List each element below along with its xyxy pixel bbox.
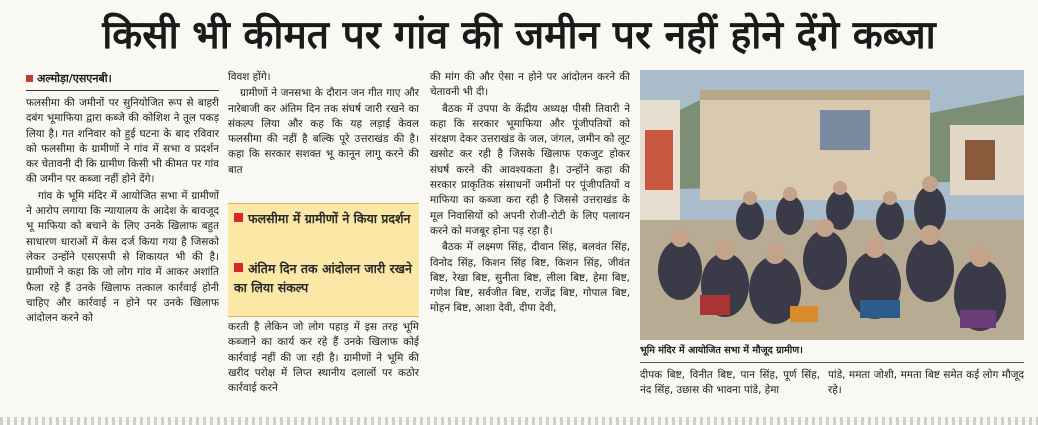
photo-illustration: [640, 70, 1024, 340]
highlight-bullet: [234, 213, 243, 222]
paragraph: बैठक में लक्ष्मण सिंह, दीवान सिंह, बलवंत सिंह, विनोद सिंह, किशन सिंह बिष्ट, किशन सिंह, जीवंत बिष्ट, रेखा बिष्ट, सुनीता बिष्ट, लीला बिष्ट, हेमा बिष्ट, गणेश बिष्ट, सर्वजीत बिष्ट, राजेंद्र बिष्ट, गोपाल बिष्ट, मोहन बिष्ट, आशा देवी, दीपा देवी,: [430, 241, 630, 315]
paragraph: गांव के भूमि मंदिर में आयोजित सभा में ग्रामीणों ने आरोप लगाया कि न्यायालय के आदेश के बावजूद भू माफिया को बचाने के लिए उनके खिलाफ बहुत साधारण धाराओं में केस दर्ज किया गया है जिसको लेकर उन्होंने एसएसपी से शिकायत भी की है। ग्रामीणों ने कहा कि जो लोग गांव में आकर अशांति फैला रहे हैं उनके खिलाफ तत्काल कार्रवाई होनी चाहिए और कार्रवाई न होने पर उनके खिलाफ आंदोलन करने को: [26, 189, 219, 325]
column-2-top: [228, 70, 419, 202]
photo-caption: भूमि मंदिर में आयोजित सभा में मौजूद ग्रामीण।: [640, 345, 803, 356]
column-4-right: [828, 368, 1024, 418]
column-1: [26, 96, 219, 418]
dateline-text: अल्मोड़ा/एसएनबी।: [37, 72, 112, 85]
paragraph: पांडे, ममता जोशी, ममता बिष्ट समेत कई लोग मौजूद रहे।: [828, 369, 1024, 397]
highlight-text: अंतिम दिन तक आंदोलन जारी रखने का लिया संकल्प: [234, 261, 412, 295]
paragraph: फलसीमा की जमीनों पर सुनियोजित रूप से बाहरी दबंग भूमाफिया द्वारा कब्जे की कोशिश ने तूल पकड़ लिया है। गत शनिवार को हुई घटना के बाद रविवार को फलसीमा के ग्रामीणों ने गांव में सभा व प्रदर्शन कर चेतावनी दी कि ग्रामीण किसी भी कीमत पर गांव की जमीन पर कब्जा नहीं होने देंगे।: [26, 97, 219, 186]
bottom-strip: [0, 417, 1038, 425]
highlight-box: [228, 203, 419, 317]
dateline-rule: [26, 90, 219, 91]
paragraph: ग्रामीणों ने जनसभा के दौरान जन गीत गाए और नारेबाजी कर अंतिम दिन तक संघर्ष जारी रखने का संकल्प लिया और कह कि यह लड़ाई केवल फलसीमा की नहीं है बल्कि पूरे उत्तराखंड की है। कहा कि सरकार सशक्त भू कानून लागू करने की बात: [228, 87, 419, 176]
highlight-text: फलसीमा में ग्रामीणों ने किया प्रदर्शन: [248, 211, 411, 226]
paragraph: बैठक में उपपा के केंद्रीय अध्यक्ष पीसी तिवारी ने कहा कि सरकार भूमाफिया और पूंजीपतियों को संरक्षण देकर उत्तराखंड के जल, जंगल, जमीन को लूट खसोट कर रही है जिसके खिलाफ एकजुट होकर संघर्ष करने की आवश्यकता है। उन्होंने कहा की सरकार प्राकृतिक संसाधनों जमीनों पर पूंजीपतियों व माफिया का कब्जा करा रही है जिससे उत्तराखंड के मूल निवासियों को अपनी रोजी-रोटी के लिए पलायन करने को मजबूर होना पड़ रहा है।: [430, 102, 630, 237]
paragraph: की मांग की और ऐसा न होने पर आंदोलन करने की चेतावनी भी दी।: [430, 71, 630, 99]
paragraph: करती है लेकिन जो लोग पहाड़ में इस तरह भूमि कब्जाने का कार्य कर रहे हैं उनके खिलाफ कोई कार्रवाई नहीं की जा रही है। ग्रामीणों ने भूमि की खरीद परोक्ष में लिप्त स्थानीय दलालों पर कठोर कार्रवाई करने: [228, 321, 419, 395]
highlight-item: [234, 209, 412, 228]
news-photo: [640, 70, 1024, 340]
paragraph: दीपक बिष्ट, विनीत बिष्ट, पान सिंह, पूर्ण सिंह, नंद सिंह, उछास की भावना पांडे, हेमा: [640, 369, 820, 397]
column-2-bottom: [228, 320, 419, 418]
dateline-bullet: [26, 75, 33, 82]
column-4-left: [640, 368, 820, 418]
highlight-item: [234, 259, 412, 297]
headline: किसी भी कीमत पर गांव की जमीन पर नहीं होने देंगे कब्जा: [102, 12, 936, 58]
paragraph: विवश होंगे।: [228, 71, 271, 83]
dateline: [26, 72, 112, 86]
column-3: [430, 70, 630, 418]
caption-rule: [640, 362, 1024, 363]
highlight-bullet: [234, 263, 243, 272]
